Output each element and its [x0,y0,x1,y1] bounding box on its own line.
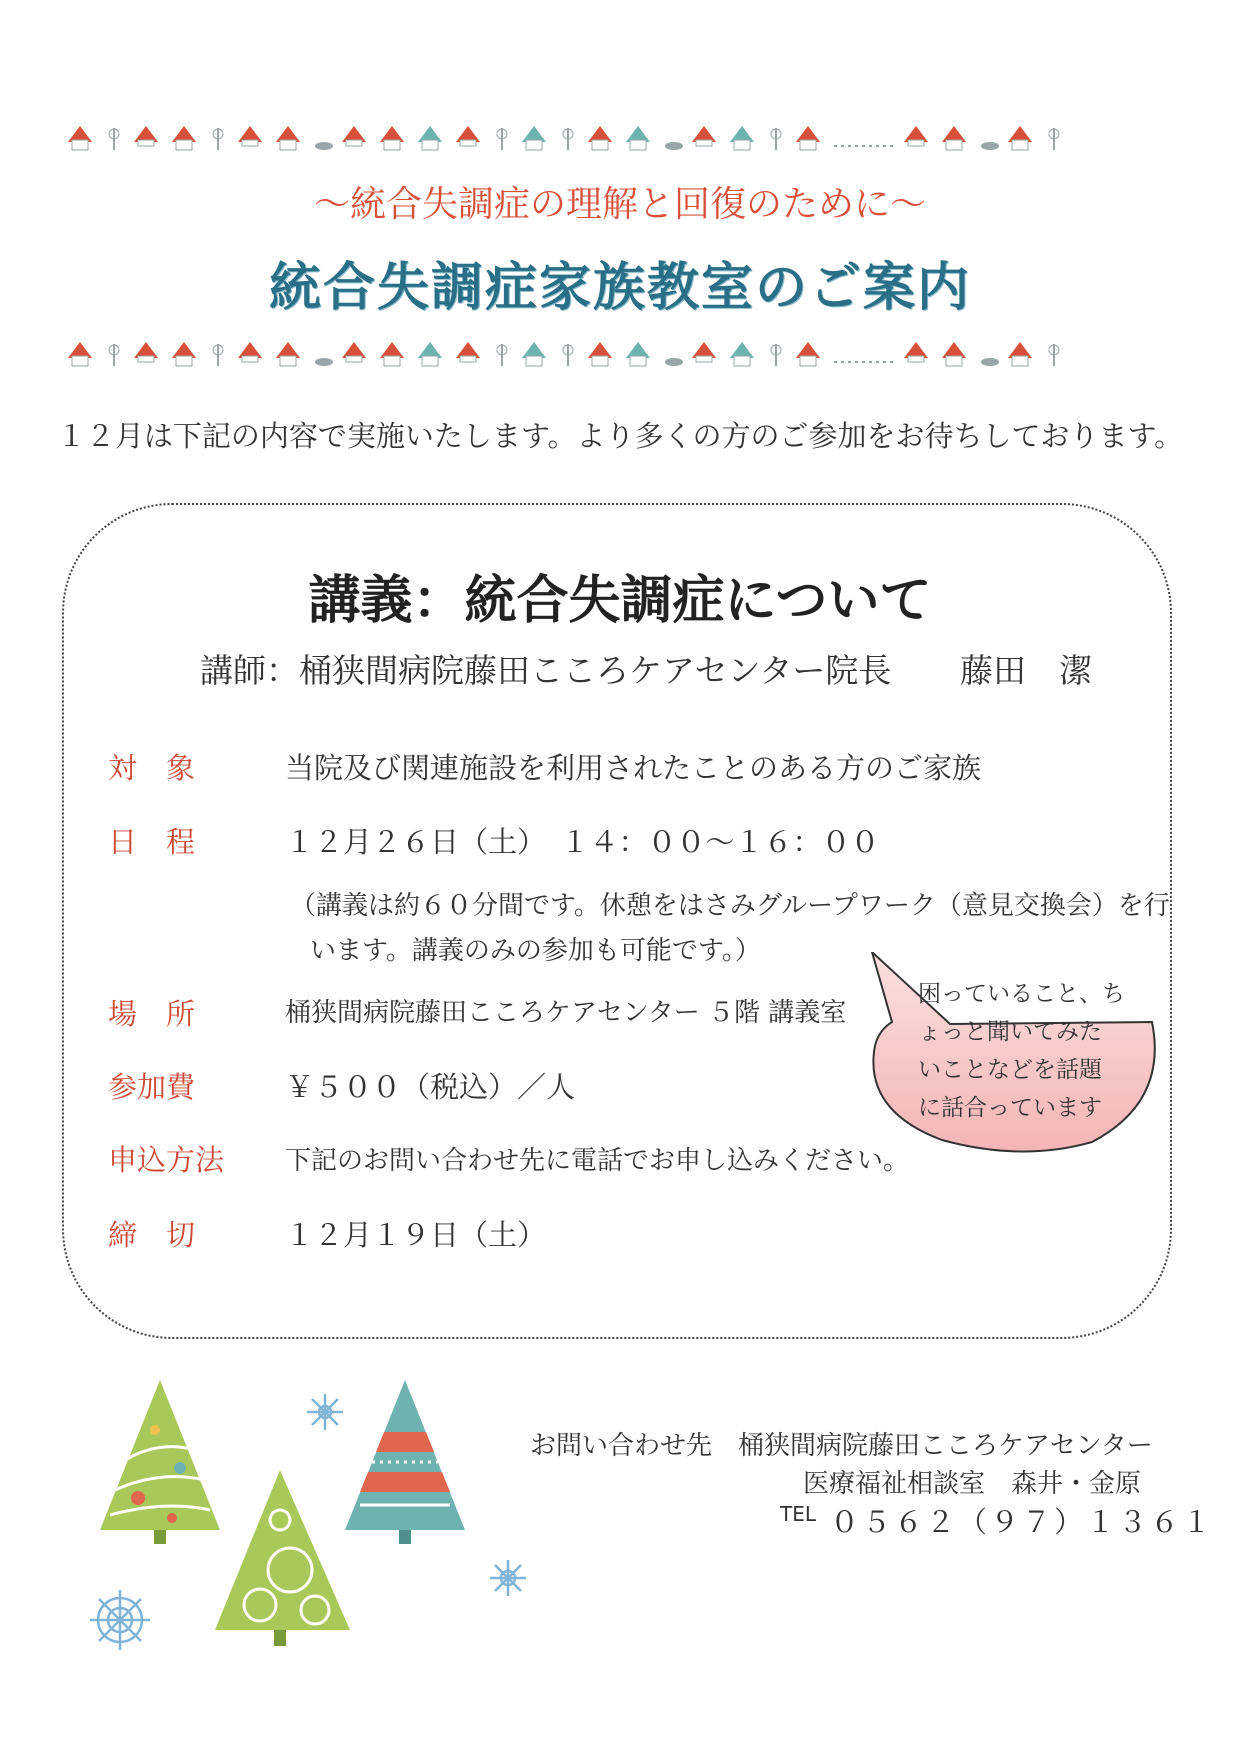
value-fee: ￥５００（税込）／人 [285,1070,576,1104]
house-icon [380,126,404,150]
tree-icon [109,128,119,150]
tree-icon [109,344,119,366]
house-icon [796,126,820,150]
house-icon [692,126,716,146]
house-icon [418,342,442,366]
house-icon [68,126,92,150]
house-icon [626,342,650,366]
house-icon [1008,342,1032,366]
bubble-line: ょっと聞いてみた [918,1019,1102,1045]
tree-icon [771,128,781,150]
cat-icon [315,142,333,150]
label-deadline: 締 切 [108,1218,196,1252]
bubble-line: いことなどを話題 [918,1057,1102,1083]
tree-icon [497,128,507,150]
house-icon [342,342,366,362]
intro-text: １２月は下記の内容で実施いたします。より多くの方のご参加をお待ちしております。 [56,419,1184,453]
label-fee: 参加費 [108,1070,196,1104]
contact-line2: 医療福祉相談室 森井・金原 [803,1469,1142,1499]
schedule-note-line1: （講義は約６０分間です。休憩をはさみグループワーク（意見交換会）を行 [290,891,1170,921]
tree-icon [213,128,223,150]
house-icon [730,126,754,150]
christmas-illustration [80,1370,560,1670]
contact-line1: お問い合わせ先 桶狭間病院藤田こころケアセンター [530,1431,1153,1461]
tree-icon [563,344,573,366]
snowflake-icon [90,1590,150,1650]
house-icon [238,126,262,146]
house-icon [730,342,754,366]
bubble-line: 困っていること、ち [918,981,1125,1007]
cat-icon [315,358,333,366]
tree-icon [497,344,507,366]
contact-phone: ０５６２（９７）１３６１ [830,1505,1215,1539]
house-icon [172,342,196,366]
house-icon [942,126,966,150]
house-border-bottom [60,328,1180,388]
snowflake-icon [307,1394,343,1430]
house-icon [456,342,480,362]
tel-label: TEL [780,1502,816,1526]
label-place: 場 所 [108,997,196,1031]
snowflake-icon [490,1560,526,1596]
tree-icon [1049,344,1059,366]
house-icon [942,342,966,366]
house-icon [456,126,480,146]
house-icon [238,342,262,362]
value-place: 桶狭間病院藤田こころケアセンター ５階 講義室 [285,998,847,1028]
christmas-tree-icon [215,1470,350,1646]
bubble-line: に話合っています [918,1095,1102,1121]
house-icon [342,126,366,146]
lecturer-role: 講師：桶狭間病院藤田こころケアセンター院長 [200,651,892,690]
label-schedule: 日 程 [108,825,196,859]
house-icon [522,342,546,366]
bubble-text [918,975,1138,1127]
value-schedule: １２月２６日（土） １４：００～１６：００ [285,825,880,859]
house-icon [626,126,650,150]
label-target: 対 象 [108,751,196,785]
lecturer-name: 藤田 潔 [960,651,1092,690]
value-deadline: １２月１９日（土） [285,1218,547,1252]
house-border-top [60,112,1180,172]
lecture-title: 講義：統合失調症について [308,571,932,631]
house-icon [692,342,716,362]
tree-icon [563,128,573,150]
cat-icon [981,358,999,366]
subtitle: ～統合失調症の理解と回復のために～ [313,184,926,225]
house-icon [276,126,300,150]
cat-icon [665,358,683,366]
house-icon [588,342,612,366]
house-icon [796,342,820,366]
house-icon [588,126,612,150]
house-icon [172,126,196,150]
cat-icon [665,142,683,150]
house-icon [380,342,404,366]
label-application: 申込方法 [108,1143,225,1177]
page-title: 統合失調症家族教室のご案内 [268,258,971,318]
house-icon [276,342,300,366]
house-icon [418,126,442,150]
tree-icon [771,344,781,366]
house-icon [904,126,928,146]
house-icon [68,342,92,366]
house-icon [904,342,928,362]
house-icon [522,126,546,150]
value-application: 下記のお問い合わせ先に電話でお申し込みください。 [285,1146,910,1176]
house-icon [1008,126,1032,150]
schedule-note-line2: います。講義のみの参加も可能です。） [310,936,761,966]
christmas-tree-icon [100,1380,220,1544]
tree-icon [213,344,223,366]
tree-icon [1049,128,1059,150]
value-target: 当院及び関連施設を利用されたことのある方のご家族 [285,751,982,785]
christmas-tree-icon [345,1380,465,1544]
cat-icon [981,142,999,150]
house-icon [134,126,158,146]
house-icon [134,342,158,362]
